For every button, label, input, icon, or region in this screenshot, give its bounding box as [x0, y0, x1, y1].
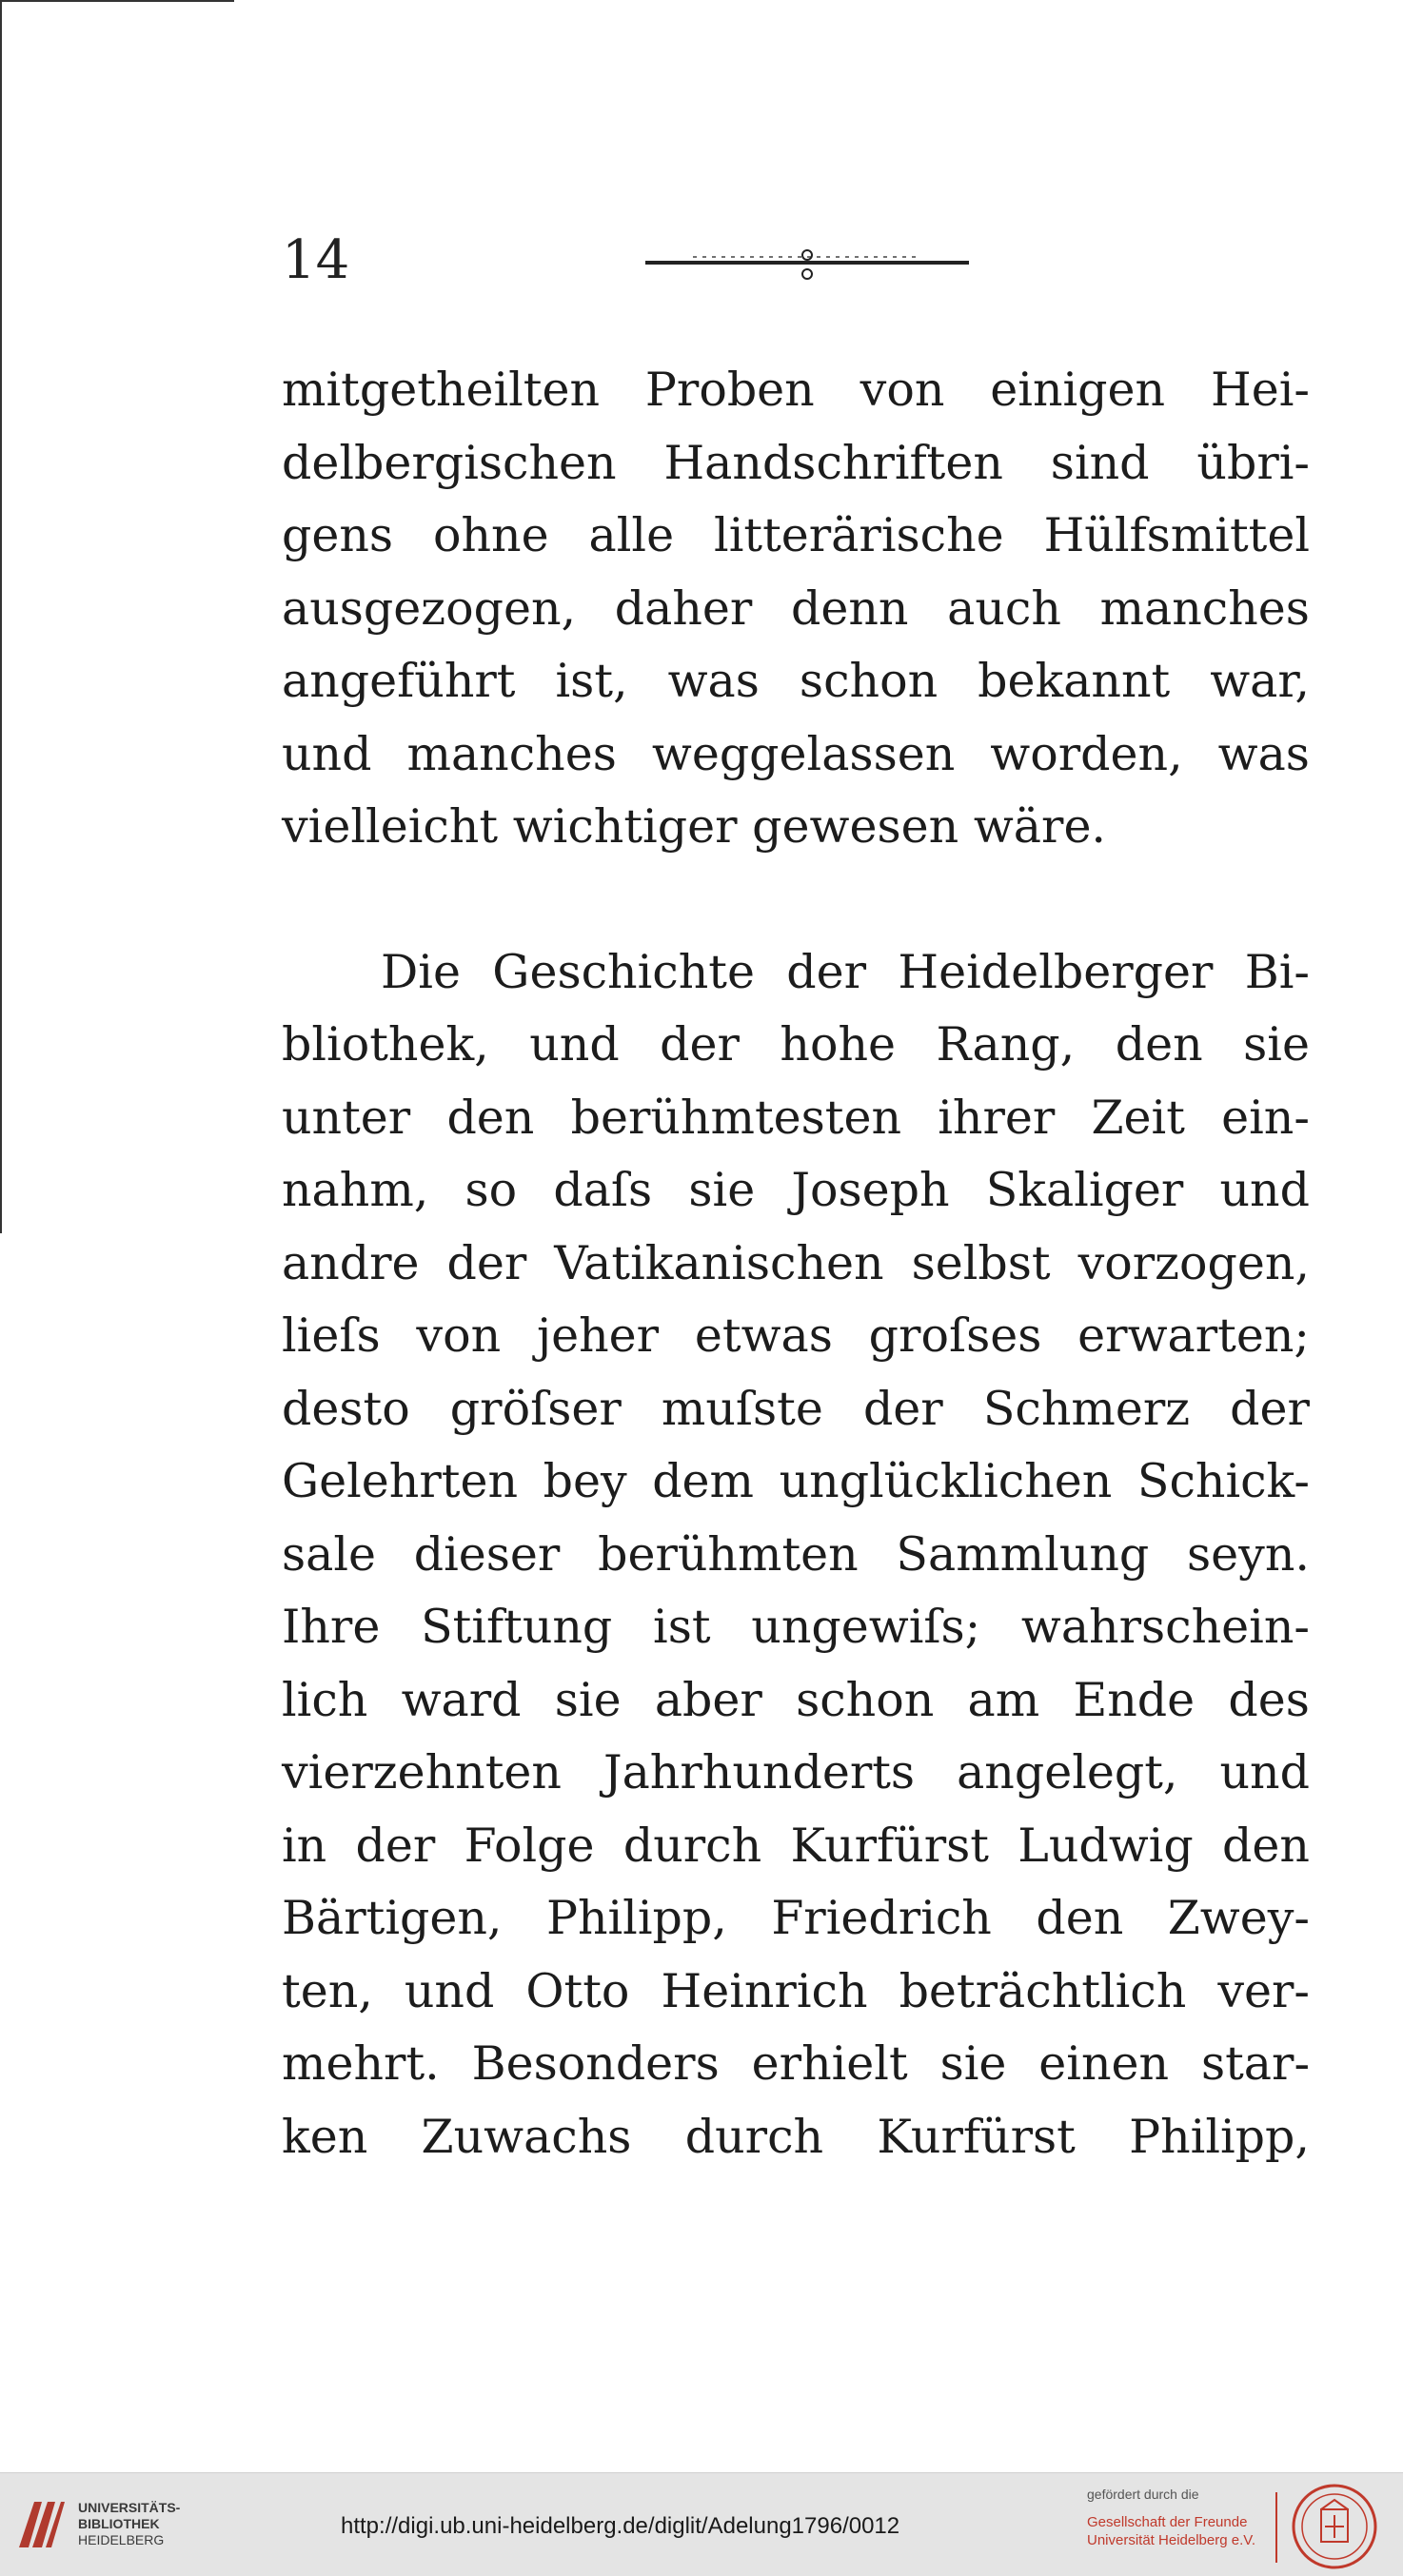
- word: war,: [1210, 654, 1310, 708]
- word: schon: [799, 654, 939, 708]
- word: Skaliger: [985, 1163, 1184, 1217]
- word: Philipp,: [545, 1891, 727, 1945]
- word: vierzehnten: [282, 1745, 562, 1799]
- word: ten,: [282, 1963, 373, 2018]
- library-name-line: UNIVERSITÄTS-: [78, 2500, 181, 2515]
- paragraph-gap: [282, 864, 1310, 936]
- word: den: [1222, 1818, 1310, 1873]
- word: Otto: [525, 1963, 630, 2018]
- word: der: [1230, 1381, 1310, 1436]
- word: Heidelberger: [898, 944, 1214, 999]
- word: der: [862, 1381, 943, 1436]
- word: gröſser: [449, 1381, 622, 1436]
- word: Handschriften: [663, 435, 1003, 490]
- text-line: [282, 500, 1310, 573]
- text-line: [282, 1373, 1310, 1446]
- text-line: [282, 1882, 1310, 1956]
- word: Rang,: [936, 1017, 1076, 1072]
- word: bliothek,: [282, 1017, 489, 1072]
- word: weggelassen: [651, 726, 956, 781]
- text-line: [282, 1154, 1310, 1228]
- word: vorzogen,: [1077, 1235, 1310, 1290]
- word: in: [282, 1818, 327, 1873]
- university-library-logo-icon: [13, 2494, 69, 2553]
- word: wäre.: [973, 799, 1107, 854]
- word: hohe: [780, 1017, 897, 1072]
- university-seal-icon: [1291, 2483, 1378, 2570]
- word: sie: [1243, 1017, 1310, 1072]
- text-line: [282, 1664, 1310, 1738]
- word: der: [355, 1818, 436, 1873]
- footer-divider: [1275, 2492, 1277, 2563]
- text-line: [282, 2028, 1310, 2101]
- word: alle: [588, 508, 675, 562]
- word: so: [464, 1163, 518, 1217]
- library-name-line: BIBLIOTHEK: [78, 2516, 160, 2531]
- text-line: [282, 573, 1310, 646]
- word: dem: [652, 1454, 755, 1508]
- text-line: [282, 1810, 1310, 1883]
- word: den: [1115, 1017, 1203, 1072]
- word: wahrschein-: [1020, 1600, 1310, 1654]
- word: ver-: [1217, 1963, 1310, 2018]
- scan-frame-left: [0, 0, 2, 1233]
- text-line: [282, 1519, 1310, 1592]
- word: lieſs: [282, 1308, 381, 1363]
- word: Hülfsmittel: [1043, 508, 1310, 562]
- word: beträchtlich: [899, 1963, 1187, 2018]
- word: durch: [684, 2109, 824, 2164]
- word: litterärische: [714, 508, 1004, 562]
- word: desto: [282, 1381, 410, 1436]
- word: lich: [282, 1672, 368, 1727]
- word: ken: [282, 2109, 368, 2164]
- word: den: [1036, 1891, 1124, 1945]
- word: Besonders: [471, 2036, 720, 2091]
- word: worden,: [990, 726, 1183, 781]
- word: von: [860, 363, 945, 417]
- word: was: [667, 654, 760, 708]
- word: ward: [401, 1672, 522, 1727]
- word: daſs: [553, 1163, 653, 1217]
- library-name-line: HEIDELBERG: [78, 2532, 165, 2547]
- word: vielleicht: [282, 799, 499, 854]
- word: was: [1217, 726, 1310, 781]
- word: Folge: [464, 1818, 595, 1873]
- word: Joseph: [791, 1163, 950, 1217]
- word: Ludwig: [1018, 1818, 1194, 1873]
- word: denn: [790, 580, 909, 636]
- text-line: [282, 1300, 1310, 1373]
- word: bey: [543, 1454, 627, 1508]
- word: unter: [282, 1090, 411, 1145]
- word: Vatikanischen: [554, 1235, 884, 1290]
- word: ihrer: [938, 1090, 1056, 1145]
- text-line: [282, 1956, 1310, 2029]
- word: Bärtigen,: [282, 1891, 503, 1945]
- word: aber: [654, 1672, 762, 1727]
- word: Bi-: [1244, 944, 1310, 999]
- word: Stiftung: [421, 1600, 613, 1654]
- word: Ende: [1073, 1672, 1196, 1727]
- text-line: [282, 1591, 1310, 1664]
- word: Kurfürst: [790, 1818, 989, 1873]
- word: seyn.: [1187, 1526, 1310, 1582]
- word: mehrt.: [282, 2036, 440, 2091]
- word: Geschichte: [492, 944, 755, 999]
- word: sie: [554, 1672, 622, 1727]
- word: von: [416, 1308, 502, 1363]
- word: Kurfürst: [877, 2109, 1076, 2164]
- word: und: [1219, 1745, 1310, 1799]
- word: ist: [653, 1600, 711, 1654]
- word: Philipp,: [1129, 2109, 1310, 2164]
- text-line: [282, 1445, 1310, 1519]
- text-line: [282, 791, 1310, 864]
- word: durch: [622, 1818, 762, 1873]
- word: und: [282, 726, 372, 781]
- word: Sammlung: [896, 1526, 1150, 1582]
- digitization-footer: [0, 2472, 1403, 2576]
- text-line: [282, 354, 1310, 427]
- word: einigen: [990, 363, 1166, 417]
- word: einen: [1038, 2036, 1170, 2091]
- word: des: [1228, 1672, 1310, 1727]
- text-line: [282, 1082, 1310, 1155]
- word: nahm,: [282, 1163, 429, 1217]
- text-line: [282, 645, 1310, 718]
- word: Heinrich: [661, 1963, 868, 2018]
- word: Gelehrten: [282, 1454, 519, 1508]
- word: berühmtesten: [570, 1090, 902, 1145]
- society-name-line: Gesellschaft der Freunde: [1087, 2514, 1248, 2530]
- word: Proben: [644, 363, 815, 417]
- word: Zuwachs: [421, 2109, 632, 2164]
- scan-frame-top: [0, 0, 234, 2]
- word: mitgetheilten: [282, 363, 601, 417]
- funded-by-label: gefördert durch die: [1087, 2487, 1199, 2502]
- word: Friedrich: [771, 1891, 992, 1945]
- word: erhielt: [751, 2036, 908, 2091]
- word: der: [786, 944, 867, 999]
- word: ungewiſs;: [751, 1600, 981, 1654]
- word: übri-: [1196, 435, 1310, 490]
- paragraph-2: [282, 936, 1310, 2174]
- word: bekannt: [978, 654, 1171, 708]
- word: den: [446, 1090, 535, 1145]
- word: Schick-: [1136, 1454, 1310, 1508]
- word: sie: [688, 1163, 756, 1217]
- word: ist,: [555, 654, 628, 708]
- word: Schmerz: [982, 1381, 1191, 1436]
- word: manches: [406, 726, 617, 781]
- word: ausgezogen,: [282, 580, 577, 636]
- word: der: [660, 1017, 740, 1072]
- word: Die: [381, 944, 461, 999]
- text-line: [282, 1228, 1310, 1301]
- word: und: [404, 1963, 495, 2018]
- word: und: [529, 1017, 620, 1072]
- word: muſste: [661, 1381, 823, 1436]
- word: gewesen: [752, 799, 959, 854]
- word: sie: [939, 2036, 1007, 2091]
- word: sind: [1050, 435, 1150, 490]
- text-line: [282, 1009, 1310, 1082]
- word: star-: [1200, 2036, 1310, 2091]
- paragraph-1: [282, 354, 1310, 864]
- word: gens: [282, 508, 394, 562]
- text-line: [282, 427, 1310, 501]
- word: groſses: [868, 1308, 1042, 1363]
- word: dieser: [413, 1526, 561, 1582]
- word: berühmten: [598, 1526, 859, 1582]
- word: am: [967, 1672, 1040, 1727]
- text-line: [282, 718, 1310, 792]
- society-name-line: Universität Heidelberg e.V.: [1087, 2532, 1256, 2548]
- word: und: [1219, 1163, 1310, 1217]
- word: Jahrhunderts: [603, 1745, 916, 1799]
- word: manches: [1099, 580, 1310, 636]
- word: angeführt: [282, 654, 516, 708]
- word: schon: [796, 1672, 935, 1727]
- word: jeher: [536, 1308, 660, 1363]
- word: ein-: [1221, 1090, 1310, 1145]
- word: delbergischen: [282, 435, 617, 490]
- text-line: [282, 936, 1310, 1010]
- text-line: [282, 1737, 1310, 1810]
- page-number: 14: [282, 229, 350, 291]
- word: angelegt,: [957, 1745, 1178, 1799]
- header-ornament: [636, 246, 978, 293]
- text-line: [282, 2101, 1310, 2174]
- university-library-name: [78, 2500, 180, 2548]
- word: der: [446, 1235, 527, 1290]
- word: ohne: [433, 508, 549, 562]
- word: sale: [282, 1526, 377, 1582]
- word: daher: [614, 580, 753, 636]
- word: Hei-: [1211, 363, 1310, 417]
- word: Zwey-: [1167, 1891, 1310, 1945]
- word: wichtiger: [512, 799, 738, 854]
- word: etwas: [694, 1308, 833, 1363]
- word: erwarten;: [1077, 1308, 1310, 1363]
- word: selbst: [911, 1235, 1051, 1290]
- body-text: [282, 354, 1310, 2173]
- society-name: [1087, 2513, 1255, 2549]
- word: Ihre: [282, 1600, 381, 1654]
- word: auch: [947, 580, 1061, 636]
- word: andre: [282, 1235, 420, 1290]
- word: unglücklichen: [779, 1454, 1113, 1508]
- word: Zeit: [1091, 1090, 1185, 1145]
- permalink-url[interactable]: http://digi.ub.uni-heidelberg.de/diglit/Adelung1796/0012: [341, 2513, 900, 2539]
